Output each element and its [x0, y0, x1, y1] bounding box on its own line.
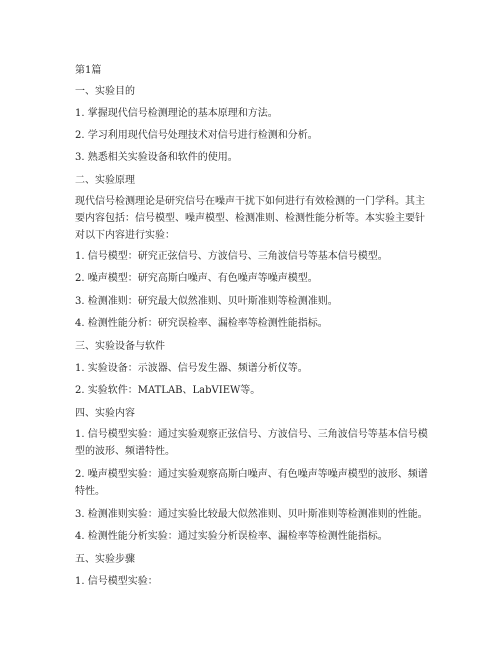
list-item: 1. 信号模型：研究正弦信号、方波信号、三角波信号等基本信号模型。 — [75, 251, 388, 262]
list-item: 2. 噪声模型：研究高斯白噪声、有色噪声等噪声模型。 — [75, 273, 318, 284]
principle-paragraph: 现代信号检测理论是研究信号在噪声干扰下如何进行有效检测的一门学科。其主要内容包括：信号模型、噪声模型、检测准则、检测性能分析等。本实验主要针对以下内容进行实验： — [75, 196, 425, 241]
section-heading-steps: 五、实验步骤 — [75, 554, 135, 565]
list-item: 2. 实验软件：MATLAB、LabVIEW等。 — [75, 385, 261, 396]
list-item: 2. 学习利用现代信号处理技术对信号进行检测和分析。 — [75, 130, 318, 141]
list-item: 4. 检测性能分析：研究误检率、漏检率等检测性能指标。 — [75, 318, 328, 329]
section-heading-content: 四、实验内容 — [75, 408, 135, 419]
list-item: 1. 实验设备：示波器、信号发生器、频谱分析仪等。 — [75, 363, 308, 374]
list-item: 1. 掌握现代信号检测理论的基本原理和方法。 — [75, 108, 278, 119]
part-label: 第1篇 — [75, 65, 102, 76]
section-heading-principle: 二、实验原理 — [75, 175, 135, 186]
list-item: 1. 信号模型实验： — [75, 576, 158, 587]
list-item: 3. 检测准则：研究最大似然准则、贝叶斯准则等检测准则。 — [75, 296, 338, 307]
section-heading-equipment: 三、实验设备与软件 — [75, 341, 165, 352]
list-item: 1. 信号模型实验：通过实验观察正弦信号、方波信号、三角波信号等基本信号模型的波形、频谱特性。 — [75, 429, 428, 457]
list-item: 4. 检测性能分析实验：通过实验分析误检率、漏检率等检测性能指标。 — [75, 531, 388, 542]
list-item: 3. 熟悉相关实验设备和软件的使用。 — [75, 152, 238, 163]
list-item: 3. 检测准则实验：通过实验比较最大似然准则、贝叶斯准则等检测准则的性能。 — [75, 509, 428, 520]
section-heading-purpose: 一、实验目的 — [75, 86, 135, 97]
list-item: 2. 噪声模型实验：通过实验观察高斯白噪声、有色噪声等噪声模型的波形、频谱特性。 — [75, 469, 428, 497]
